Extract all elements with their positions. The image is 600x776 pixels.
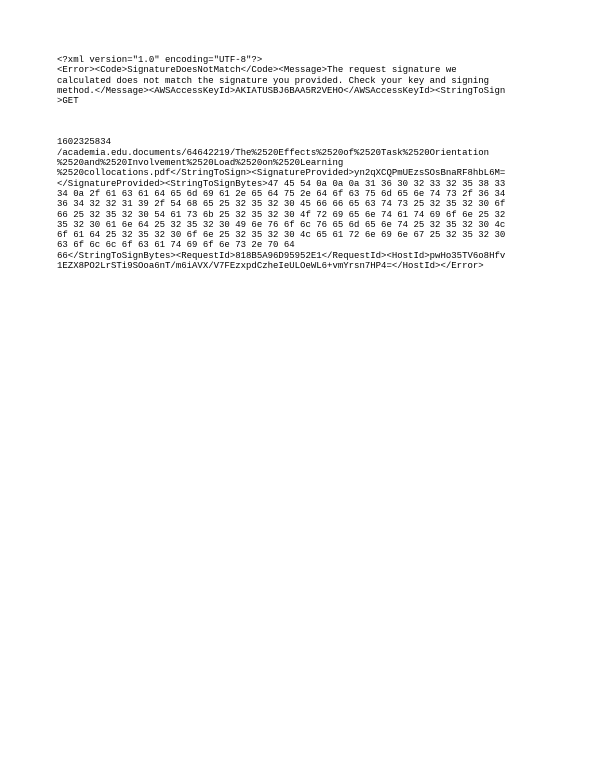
text-line: </SignatureProvided><StringToSignBytes>47 45 54 0a 0a 0a 31 36 30 32 33 32 35 38 33 xyxy=(57,178,506,189)
text-line: 63 6f 6c 6c 6f 63 61 74 69 6f 6e 73 2e 70 64 xyxy=(57,240,295,251)
text-line: 1602325834 xyxy=(57,137,112,148)
text-line: 66 25 32 35 32 30 54 61 73 6b 25 32 35 32 30 4f 72 69 65 6e 74 61 74 69 6f 6e 25 32 xyxy=(57,209,506,220)
text-line: %2520collocations.pdf</StringToSign><SignatureProvided>yn2qXCQPmUEzsSOsBnaRF8hbL6M= xyxy=(57,168,506,179)
text-line: 66</StringToSignBytes><RequestId>818B5A96D95952E1</RequestId><HostId>pwHo35TV6o8Hfv xyxy=(57,250,506,261)
text-line: 35 32 30 61 6e 64 25 32 35 32 30 49 6e 76 6f 6c 76 65 6d 65 6e 74 25 32 35 32 30 4c xyxy=(57,219,506,230)
text-line: /academia.edu.documents/64642219/The%2520Effects%2520of%2520Task%2520Orientation xyxy=(57,147,490,158)
xml-error-text xyxy=(57,55,557,271)
text-line: 34 0a 2f 61 63 61 64 65 6d 69 61 2e 65 64 75 2e 64 6f 63 75 6d 65 6e 74 73 2f 36 34 xyxy=(57,188,506,199)
text-line: >GET xyxy=(57,96,79,107)
text-line: %2520and%2520Involvement%2520Load%2520on%2520Learning xyxy=(57,158,344,169)
text-line: 1EZX8PO2LrSTi9SOoa6nT/m6iAVX/V7FEzxpdCzheIeULOeWL6+vmYrsn7HP4=</HostId></Error> xyxy=(57,261,484,272)
blank-gap xyxy=(57,106,557,137)
text-line: 36 34 32 32 31 39 2f 54 68 65 25 32 35 32 30 45 66 66 65 63 74 73 25 32 35 32 30 6f xyxy=(57,199,506,210)
text-line: calculated does not match the signature you provided. Check your key and signing xyxy=(57,75,490,86)
text-line: <Error><Code>SignatureDoesNotMatch</Code><Message>The request signature we xyxy=(57,65,457,76)
text-line: <?xml version="1.0" encoding="UTF-8"?> xyxy=(57,55,263,65)
text-line: method.</Message><AWSAccessKeyId>AKIATUSBJ6BAA5R2VEHO</AWSAccessKeyId><StringToSign xyxy=(57,85,506,96)
text-line: 6f 61 64 25 32 35 32 30 6f 6e 25 32 35 32 30 4c 65 61 72 6e 69 6e 67 25 32 35 32 30 xyxy=(57,230,506,241)
